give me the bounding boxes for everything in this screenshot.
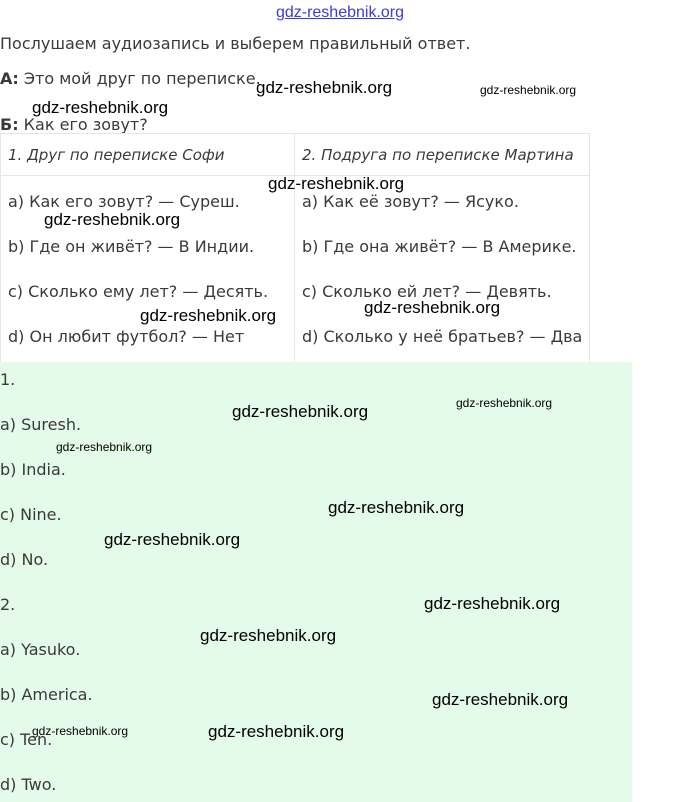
task-intro: Послушаем аудиозапись и выберем правильный ответ. — [0, 34, 471, 53]
speaker-b-label: Б: — [0, 115, 19, 134]
column-2-title: 2. Подруга по переписке Мартина — [295, 134, 590, 176]
question-item: a) Как её зовут? — Ясуко. — [302, 192, 519, 211]
watermark: gdz-reshebnik.org — [140, 306, 277, 325]
watermark: gdz-reshebnik.org — [232, 402, 369, 421]
column-2-items — [295, 176, 590, 373]
table-header-row — [1, 134, 590, 176]
question-item: a) Как его зовут? — Суреш. — [8, 192, 240, 211]
watermark: gdz-reshebnik.org — [480, 83, 577, 97]
speaker-b-text: Как его зовут? — [18, 115, 148, 134]
answer-group-1-number: 1. — [0, 370, 16, 389]
watermark: gdz-reshebnik.org — [456, 396, 553, 410]
watermark: gdz-reshebnik.org — [200, 626, 337, 645]
question-item: b) Где он живёт? — В Индии. — [8, 237, 255, 256]
question-item: d) Он любит футбол? — Нет — [8, 327, 245, 346]
watermark: gdz-reshebnik.org — [268, 174, 405, 193]
speaker-a-text: Это мой друг по переписке. — [18, 69, 261, 88]
watermark: gdz-reshebnik.org — [256, 78, 393, 97]
answer-line: a) Suresh. — [0, 415, 82, 434]
watermark: gdz-reshebnik.org — [104, 530, 241, 549]
answer-line: d) No. — [0, 550, 49, 569]
answer-line: b) America. — [0, 685, 93, 704]
question-item: d) Сколько у неё братьев? — Два — [302, 327, 583, 346]
watermark: gdz-reshebnik.org — [432, 690, 569, 709]
watermark: gdz-reshebnik.org — [208, 722, 345, 741]
answer-line: b) India. — [0, 460, 66, 479]
watermark: gdz-reshebnik.org — [44, 210, 181, 229]
answer-line: a) Yasuko. — [0, 640, 81, 659]
column-1-title: 1. Друг по переписке Софи — [1, 134, 295, 176]
speaker-a-label: А: — [0, 69, 19, 88]
watermark: gdz-reshebnik.org — [32, 724, 129, 738]
watermark: gdz-reshebnik.org — [364, 298, 501, 317]
site-header — [0, 2, 680, 22]
question-item: c) Сколько ему лет? — Десять. — [8, 282, 269, 301]
answer-line: c) Nine. — [0, 505, 62, 524]
question-item: b) Где она живёт? — В Америке. — [302, 237, 577, 256]
answer-line: c) Ten. — [0, 730, 53, 749]
watermark: gdz-reshebnik.org — [328, 498, 465, 517]
watermark: gdz-reshebnik.org — [424, 594, 561, 613]
watermark: gdz-reshebnik.org — [56, 440, 153, 454]
table-body-row — [1, 176, 590, 373]
answer-line: d) Two. — [0, 775, 57, 794]
task-table — [0, 133, 590, 373]
column-1-items — [1, 176, 295, 373]
site-link[interactable]: gdz-reshebnik.org — [275, 4, 405, 21]
answer-group-2-number: 2. — [0, 595, 16, 614]
watermark: gdz-reshebnik.org — [32, 98, 169, 117]
question-item: c) Сколько ей лет? — Девять. — [302, 282, 552, 301]
dialog-line-a — [0, 69, 261, 88]
